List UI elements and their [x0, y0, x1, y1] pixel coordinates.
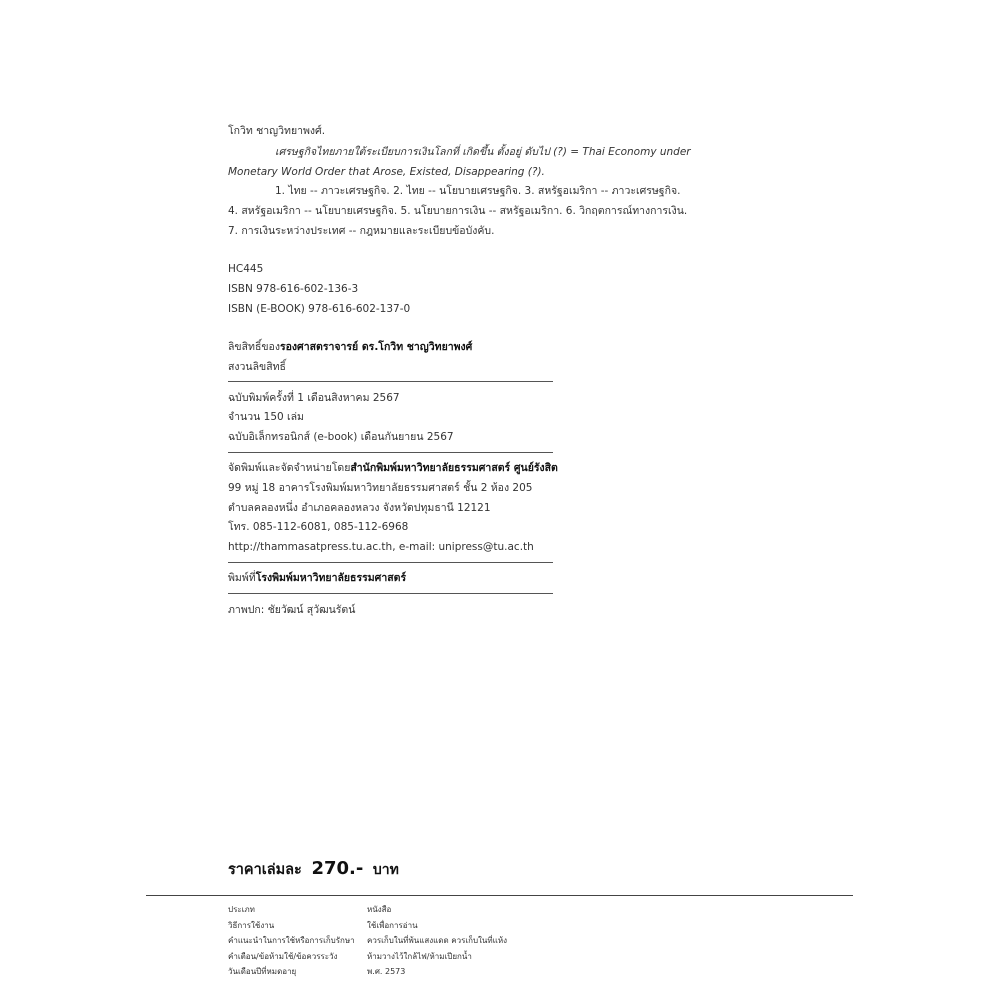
copyright-reserved: สงวนลิขสิทธิ์ [228, 361, 286, 373]
product-info-values [367, 902, 507, 980]
divider [228, 452, 553, 453]
divider [228, 562, 553, 563]
product-info-label: ประเภท [228, 905, 255, 914]
product-info-value: ใช้เพื่อการอ่าน [367, 920, 418, 930]
isbn-ebook: ISBN (E-BOOK) 978-616-602-137-0 [228, 303, 411, 315]
copyright-line [228, 340, 472, 354]
product-info-value: หนังสือ [367, 905, 392, 914]
product-info-label: คำเตือน/ข้อห้ามใช้/ข้อควรระวัง [228, 951, 338, 961]
catalog-subjects-line1: 1. ไทย -- ภาวะเศรษฐกิจ. 2. ไทย -- นโยบายเศรษฐกิจ. 3. สหรัฐอเมริกา -- ภาวะเศรษฐกิจ. [275, 185, 681, 197]
copyright-prefix: ลิขสิทธิ์ของ [228, 341, 280, 353]
publisher-line [228, 461, 558, 475]
product-info-value: ห้ามวางไว้ใกล้ไฟ/ห้ามเปียกน้ำ [367, 951, 472, 961]
publisher-web: http://thammasatpress.tu.ac.th, e-mail: unipress@tu.ac.th [228, 541, 534, 553]
call-number: HC445 [228, 263, 264, 275]
price-amount: 270.- [311, 858, 364, 879]
edition-ebook: ฉบับอิเล็กทรอนิกส์ (e-book) เดือนกันยายน 2567 [228, 431, 454, 443]
copyright-holder: รองศาสตราจารย์ ดร.โกวิท ชาญวิทยาพงศ์ [279, 341, 473, 353]
price-unit: บาท [372, 862, 399, 878]
edition-quantity: จำนวน 150 เล่ม [228, 411, 304, 423]
printer-prefix: พิมพ์ที่ [228, 572, 256, 584]
catalog-subjects-line2: 4. สหรัฐอเมริกา -- นโยบายเศรษฐกิจ. 5. นโยบายการเงิน -- สหรัฐอเมริกา. 6. วิกฤตการณ์ทางการเงิน. [228, 205, 688, 217]
price-line [228, 858, 399, 881]
product-info-label: คำแนะนำในการใช้หรือการเก็บรักษา [228, 936, 355, 945]
price-label: ราคาเล่มละ [228, 862, 302, 878]
product-info-label: วิธีการใช้งาน [228, 920, 275, 930]
catalog-title-line2: Monetary World Order that Arose, Existed, Disappearing (?). [228, 166, 545, 178]
edition-first-print: ฉบับพิมพ์ครั้งที่ 1 เดือนสิงหาคม 2567 [228, 392, 400, 404]
publisher-phone: โทร. 085-112-6081, 085-112-6968 [228, 521, 409, 533]
printer-line [228, 571, 406, 585]
catalog-subjects-line3: 7. การเงินระหว่างประเทศ -- กฎหมายและระเบียบข้อบังคับ. [228, 225, 495, 237]
publisher-address2: ตำบลคลองหนึ่ง อำเภอคลองหลวง จังหวัดปทุมธานี 12121 [228, 502, 491, 514]
isbn: ISBN 978-616-602-136-3 [228, 283, 359, 295]
publisher-address1: 99 หมู่ 18 อาคารโรงพิมพ์มหาวิทยาลัยธรรมศาสตร์ ชั้น 2 ห้อง 205 [228, 482, 533, 494]
printer-name: โรงพิมพ์มหาวิทยาลัยธรรมศาสตร์ [255, 572, 407, 584]
catalog-author: โกวิท ชาญวิทยาพงศ์. [228, 125, 326, 137]
bottom-divider [146, 895, 853, 896]
product-info-value: พ.ศ. 2573 [367, 967, 406, 976]
catalog-title-line1: เศรษฐกิจไทยภายใต้ระเบียบการเงินโลกที่ เกิดขึ้น ตั้งอยู่ ดับไป (?) = Thai Economy under [275, 146, 691, 158]
publisher-name: สำนักพิมพ์มหาวิทยาลัยธรรมศาสตร์ ศูนย์รังสิต [350, 462, 558, 474]
divider [228, 593, 553, 594]
divider [228, 381, 553, 382]
product-info-label: วันเดือนปีที่หมดอายุ [228, 967, 297, 976]
cover-credit: ภาพปก: ชัยวัฒน์ สุวัฒนรัตน์ [228, 604, 356, 616]
publisher-prefix: จัดพิมพ์และจัดจำหน่ายโดย [228, 462, 351, 474]
product-info-value: ควรเก็บในที่พ้นแสงแดด ควรเก็บในที่แห้ง [367, 936, 508, 945]
product-info-labels [228, 902, 355, 980]
